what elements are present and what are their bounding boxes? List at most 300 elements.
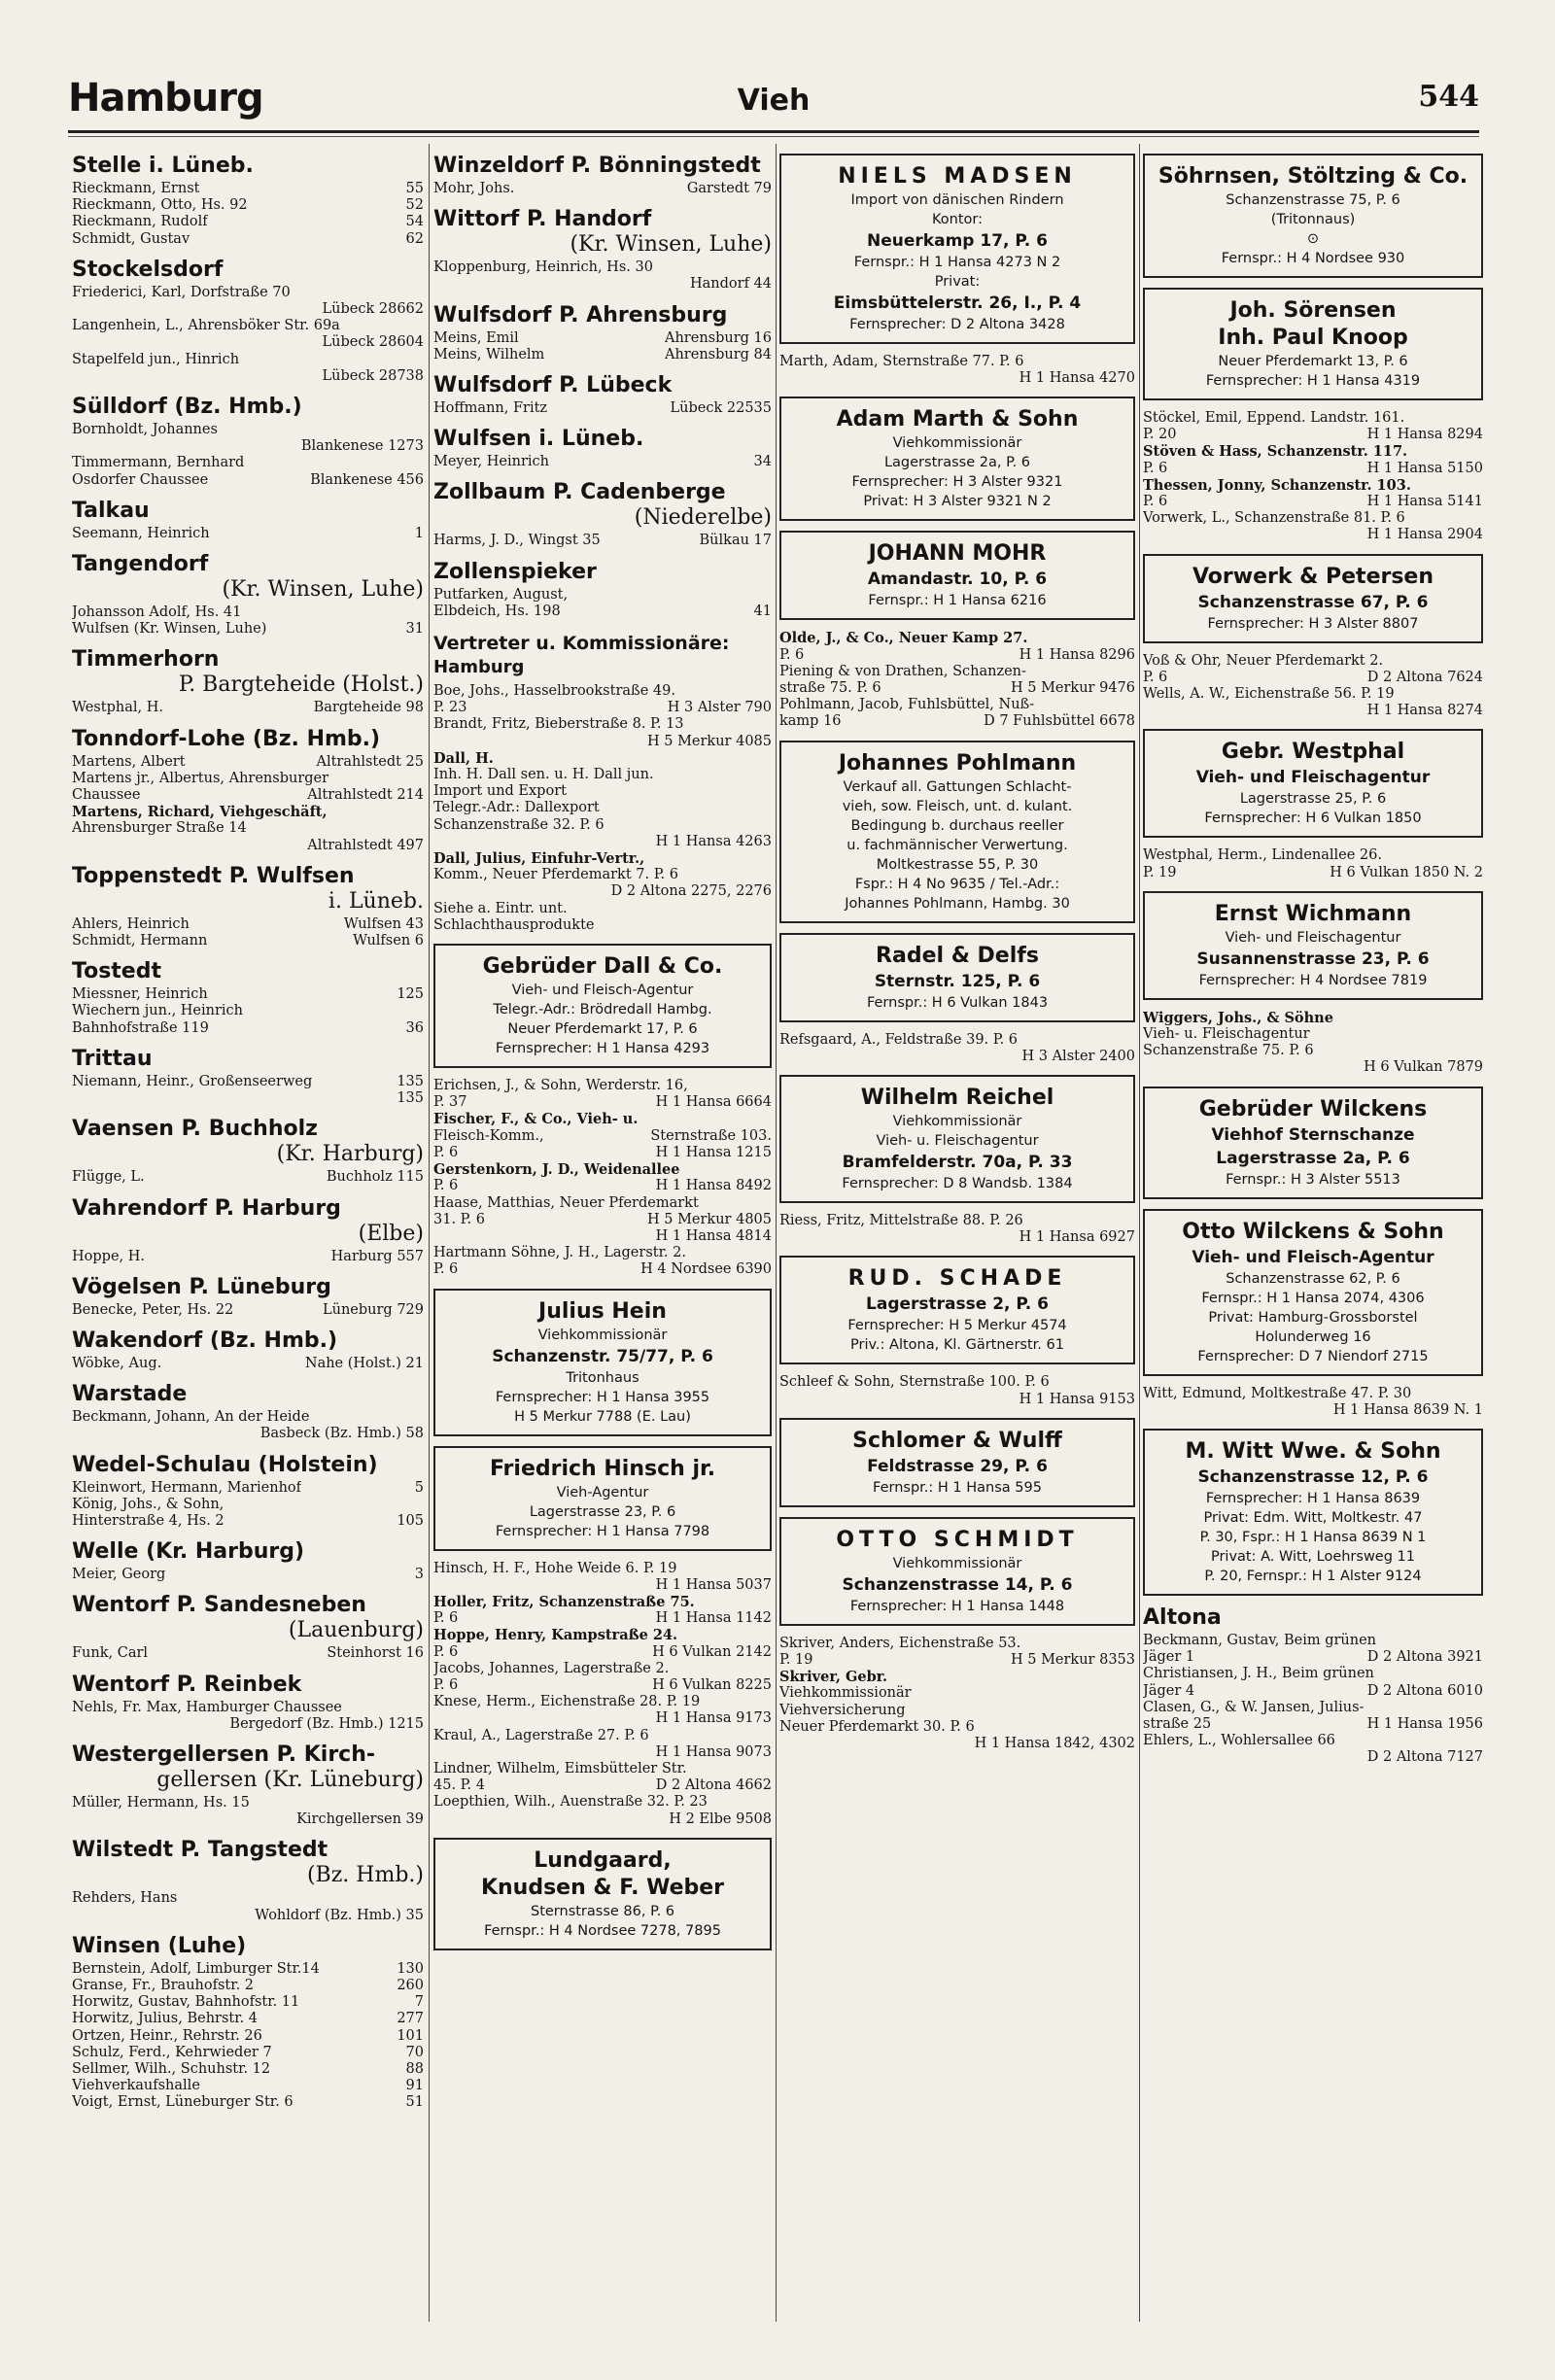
entry-value: Bergedorf (Bz. Hmb.) 1215 <box>229 1715 424 1732</box>
entry-value: H 1 Hansa 9153 <box>1019 1391 1135 1407</box>
directory-entry <box>72 787 424 804</box>
entry-name: Putfarken, August, <box>433 586 569 603</box>
section-heading: Vertreter u. Kommissionäre: <box>433 633 730 655</box>
entry-value: H 6 Vulkan 7879 <box>1364 1059 1483 1076</box>
directory-entry <box>72 771 424 787</box>
directory-entry <box>779 1669 1135 1685</box>
ad-line: Fernsprecher: H 4 Nordsee 7819 <box>1198 972 1428 988</box>
entry-value <box>418 422 424 438</box>
entry-name: Schlachthausprodukte <box>433 916 595 933</box>
entry-value: 5 <box>414 1479 424 1496</box>
entry-name: Niemann, Heinr., Großenseerweg <box>72 1073 313 1089</box>
entry-value <box>1477 1026 1483 1043</box>
entry-name: Kloppenburg, Heinrich, Hs. 30 <box>433 259 653 276</box>
entry-name: straße 25 <box>1143 1716 1212 1733</box>
entry-value: H 1 Hansa 5141 <box>1366 494 1483 510</box>
ad-line: Joh. Sörensen <box>1229 298 1397 323</box>
entry-name: Jäger 1 <box>1143 1649 1195 1666</box>
directory-entry <box>1143 1683 1483 1700</box>
entry-value <box>418 285 424 301</box>
entry-value: Wulfsen 43 <box>343 915 424 932</box>
directory-entry <box>1143 1010 1483 1026</box>
entry-name: Stöckel, Emil, Eppend. Landstr. 161. <box>1143 410 1405 426</box>
entry-value <box>1477 443 1483 460</box>
place-heading-cont: (Kr. Winsen, Luhe) <box>222 577 424 603</box>
place-heading: Wulfsdorf P. Ahrensburg <box>433 302 728 328</box>
entry-value <box>766 767 772 783</box>
directory-entry <box>433 1128 772 1145</box>
entry-name: Martens jr., Albertus, Ahrensburger <box>72 770 329 786</box>
entry-value: Nahe (Holst.) 21 <box>304 1355 424 1371</box>
directory-entry <box>779 713 1135 730</box>
directory-entry <box>1143 1700 1483 1716</box>
ad-line: Inh. Paul Knoop <box>1218 326 1408 350</box>
ad-line: Fernsprecher: H 1 Hansa 7798 <box>495 1523 710 1539</box>
ad-line: Fernspr.: H 6 Vulkan 1843 <box>866 994 1049 1011</box>
entry-value <box>766 259 772 276</box>
entry-value <box>766 901 772 917</box>
directory-entry <box>433 850 772 867</box>
place-heading: Talkau <box>72 498 150 523</box>
ad-line: Fernsprecher: H 1 Hansa 4319 <box>1205 373 1421 389</box>
entry-value: 52 <box>405 197 424 214</box>
directory-entry <box>779 647 1135 664</box>
ad-line: (Tritonnaus) <box>1270 212 1356 227</box>
entry-value: H 1 Hansa 6927 <box>1019 1229 1135 1246</box>
entry-continuation <box>72 334 424 351</box>
entry-name: Gerstenkorn, J. D., Weidenallee <box>433 1161 680 1179</box>
directory-entry <box>433 800 772 816</box>
entry-value <box>766 1561 772 1577</box>
directory-entry <box>779 1032 1135 1049</box>
advertisement-lundgaard <box>433 1838 772 1950</box>
entry-value <box>766 867 772 883</box>
entry-name: Westphal, Herm., Lindenallee 26. <box>1143 847 1382 864</box>
entry-name: P. 6 <box>433 1676 459 1693</box>
directory-entry <box>72 621 424 638</box>
entry-value: H 4 Nordsee 6390 <box>640 1261 772 1278</box>
entry-value <box>1477 1666 1483 1682</box>
entry-value: 1 <box>414 525 424 541</box>
directory-entry <box>433 400 772 417</box>
entry-name: Miessner, Heinrich <box>72 986 208 1003</box>
directory-entry <box>72 1480 424 1497</box>
directory-entry <box>433 1078 772 1094</box>
ad-line: Bedingung b. durchaus reeller <box>850 817 1064 834</box>
directory-entry <box>72 526 424 542</box>
ad-line: Fernspr.: H 4 Nordsee 7278, 7895 <box>484 1922 721 1939</box>
advertisement-schade <box>779 1256 1135 1364</box>
entry-value <box>1129 1032 1135 1049</box>
entry-name: Wiggers, Johs., & Söhne <box>1143 1009 1333 1026</box>
ad-line: JOHANN MOHR <box>868 541 1047 567</box>
column-divider <box>429 144 430 2322</box>
directory-entry <box>433 1794 772 1811</box>
entry-value: Handorf 44 <box>690 276 772 293</box>
entry-name: Komm., Neuer Pferdemarkt 7. P. 6 <box>433 867 678 883</box>
entry-name: Müller, Hermann, Hs. 15 <box>72 1794 250 1811</box>
entry-value: Sternstraße 103. <box>650 1127 772 1144</box>
ad-line: Neuer Pferdemarkt 17, P. 6 <box>507 1021 698 1038</box>
directory-entry <box>72 1994 424 2011</box>
entry-value: H 1 Hansa 4263 <box>655 833 772 849</box>
entry-continuation <box>72 1090 424 1107</box>
entry-value <box>1129 354 1135 370</box>
place-heading: Vaensen P. Buchholz <box>72 1117 318 1142</box>
ad-line: Fernsprecher: H 1 Hansa 3955 <box>495 1389 710 1405</box>
entry-value: H 1 Hansa 1842, 4302 <box>974 1736 1135 1752</box>
entry-value: Buchholz 115 <box>326 1169 424 1186</box>
entry-name: Marth, Adam, Sternstraße 77. P. 6 <box>779 354 1024 369</box>
directory-entry <box>72 820 424 837</box>
entry-name: Rieckmann, Rudolf <box>72 214 208 230</box>
directory-entry <box>433 683 772 700</box>
entry-name: Osdorfer Chaussee <box>72 471 209 488</box>
entry-value: 91 <box>405 2078 424 2094</box>
directory-entry <box>72 1356 424 1372</box>
ad-line: Lagerstrasse 2a, P. 6 <box>883 455 1031 471</box>
ad-line: RUD. SCHADE <box>847 1266 1067 1292</box>
ad-line: ⊙ <box>1306 231 1320 247</box>
advertisement-dall <box>433 944 772 1068</box>
ad-line: Holunderweg 16 <box>1255 1328 1371 1345</box>
entry-value <box>766 587 772 604</box>
entry-value: 101 <box>397 2027 424 2044</box>
place-heading-cont: (Niederelbe) <box>634 505 772 531</box>
directory-entry <box>779 680 1135 697</box>
entry-name: Hoppe, H. <box>72 1248 145 1264</box>
ad-line: P. 20, Fernspr.: H 1 Alster 9124 <box>1204 1569 1422 1585</box>
directory-entry <box>72 986 424 1003</box>
entry-name: Dall, Julius, Einfuhr-Vertr., <box>433 850 645 868</box>
directory-entry <box>779 354 1135 370</box>
entry-continuation <box>72 1908 424 1924</box>
directory-entry <box>433 1161 772 1178</box>
ad-line: Fernsprecher: H 1 Hansa 4293 <box>495 1041 710 1057</box>
directory-entry <box>72 1978 424 1994</box>
place-heading: Wilstedt P. Tangstedt <box>72 1838 328 1863</box>
directory-entry <box>433 750 772 767</box>
entry-name: P. 6 <box>1143 460 1168 476</box>
ad-line: Privat: A. Witt, Loehrsweg 11 <box>1210 1549 1415 1566</box>
ad-line: OTTO SCHMIDT <box>836 1527 1079 1552</box>
entry-value: Blankenese 1273 <box>300 438 424 455</box>
directory-entry <box>72 1961 424 1978</box>
entry-value: 55 <box>405 181 424 196</box>
entry-name: Clasen, G., & W. Jansen, Julius- <box>1143 1699 1365 1715</box>
entry-name: straße 75. P. 6 <box>779 680 881 697</box>
entry-value: H 5 Merkur 4805 <box>646 1211 772 1227</box>
entry-name: Thessen, Jonny, Schanzenstr. 103. <box>1143 476 1411 494</box>
directory-entry <box>779 697 1135 713</box>
entry-value: Ahrensburg 84 <box>665 346 772 362</box>
ad-line: Bramfelderstr. 70a, P. 33 <box>842 1153 1073 1173</box>
advertisement-vorwerk <box>1143 554 1483 643</box>
entry-value: Altrahlstedt 25 <box>316 753 424 770</box>
directory-entry <box>72 197 424 214</box>
ad-line: Import von dänischen Rindern <box>850 192 1064 208</box>
directory-entry <box>72 2045 424 2061</box>
directory-entry <box>72 1795 424 1811</box>
entry-name: Piening & von Drathen, Schanzen- <box>779 663 1026 679</box>
ad-line: Fernsprecher: H 3 Alster 8807 <box>1207 615 1419 632</box>
entry-name: Voigt, Ernst, Lüneburger Str. 6 <box>72 2094 294 2111</box>
entry-value: H 1 Hansa 1142 <box>655 1610 772 1627</box>
entry-value <box>1129 1213 1135 1229</box>
directory-entry <box>433 1677 772 1694</box>
directory-entry <box>433 700 772 716</box>
entry-continuation <box>72 368 424 385</box>
entry-value: Lüneburg 729 <box>322 1301 424 1318</box>
ad-line: Lagerstrasse 2a, P. 6 <box>1216 1148 1410 1168</box>
ad-line: Sternstrasse 86, P. 6 <box>530 1903 675 1919</box>
directory-entry <box>72 1020 424 1037</box>
entry-name: Westphal, H. <box>72 700 163 716</box>
entry-name: Chaussee <box>72 787 141 804</box>
entry-value: 130 <box>397 1960 424 1977</box>
ad-line: Viehkommissionär <box>892 1114 1022 1130</box>
advertisement-owilckens <box>1143 1209 1483 1376</box>
ad-line: Sternstr. 125, P. 6 <box>874 971 1041 991</box>
advertisement-reichel <box>779 1075 1135 1203</box>
directory-entry <box>779 1636 1135 1652</box>
ad-line: Amandastr. 10, P. 6 <box>867 569 1048 590</box>
entry-value <box>418 455 424 471</box>
entry-name: Wells, A. W., Eichenstraße 56. P. 19 <box>1143 686 1395 703</box>
entry-name: 31. P. 6 <box>433 1211 485 1227</box>
entry-name: Beckmann, Johann, An der Heide <box>72 1409 310 1426</box>
entry-name: Sellmer, Wilh., Schuhstr. 12 <box>72 2060 271 2077</box>
entry-name: Boe, Johs., Hasselbrookstraße 49. <box>433 683 675 700</box>
ad-line: Fernsprecher: H 5 Merkur 4574 <box>847 1318 1067 1334</box>
entry-name: P. 6 <box>433 1610 459 1627</box>
directory-entry <box>1143 443 1483 460</box>
entry-name: Viehkommissionär <box>779 1685 912 1702</box>
ad-line: Viehkommissionär <box>892 1555 1022 1571</box>
entry-name: P. 6 <box>433 1178 459 1194</box>
entry-value <box>766 1794 772 1811</box>
entry-continuation <box>72 838 424 854</box>
entry-value: H 1 Hansa 8492 <box>655 1178 772 1194</box>
entry-name: Johansson Adolf, Hs. 41 <box>72 604 242 621</box>
directory-entry <box>72 318 424 334</box>
entry-name: Skriver, Gebr. <box>779 1669 888 1686</box>
entry-name: Lindner, Wilhelm, Eimsbütteler Str. <box>433 1760 687 1776</box>
entry-name: P. 19 <box>779 1652 813 1669</box>
ad-line: Kontor: <box>932 212 983 227</box>
directory-entry <box>433 330 772 347</box>
directory-entry <box>72 604 424 621</box>
ad-line: Fernspr.: H 1 Hansa 4273 N 2 <box>853 255 1061 270</box>
entry-name: Haase, Matthias, Neuer Pferdemarkt <box>433 1194 699 1211</box>
advertisement-hein <box>433 1289 772 1436</box>
entry-name: Vieh- u. Fleischagentur <box>1143 1026 1310 1043</box>
entry-name: Import und Export <box>433 783 567 800</box>
entry-value <box>1129 1719 1135 1736</box>
advertisement-madsen <box>779 154 1135 344</box>
entry-name: Hinsch, H. F., Hohe Weide 6. P. 19 <box>433 1560 677 1576</box>
entry-value: H 1 Hansa 4814 <box>655 1227 772 1244</box>
directory-entry <box>72 1169 424 1186</box>
entry-name: Knese, Herm., Eichenstraße 28. P. 19 <box>433 1694 701 1710</box>
entry-value <box>766 1111 772 1127</box>
entry-value: 34 <box>753 454 772 470</box>
directory-entry <box>1143 686 1483 703</box>
ad-line: Viehkommissionär <box>537 1327 668 1343</box>
ad-line: Schanzenstrasse 75, P. 6 <box>1226 192 1400 208</box>
entry-name: Schmidt, Hermann <box>72 933 208 949</box>
entry-value <box>1129 1685 1135 1702</box>
entry-name: Granse, Fr., Brauhofstr. 2 <box>72 1977 255 1993</box>
place-heading: Altona <box>1143 1605 1222 1631</box>
entry-name: Seemann, Heinrich <box>72 525 210 541</box>
directory-entry <box>1143 847 1483 864</box>
entry-value <box>766 1078 772 1094</box>
entry-value: Lübeck 28662 <box>322 301 424 318</box>
ad-line: Julius Hein <box>538 1298 667 1324</box>
ad-line: Neuer Pferdemarkt 13, P. 6 <box>1218 354 1408 369</box>
entry-name: Hinterstraße 4, Hs. 2 <box>72 1512 225 1529</box>
entry-value: Wulfsen 6 <box>353 933 424 949</box>
entry-name: Dall, H. <box>433 749 494 767</box>
ad-line: Privat: <box>934 274 981 290</box>
entry-name: Stapelfeld jun., Hinrich <box>72 351 240 367</box>
entry-name: Mohr, Johs. <box>433 181 515 196</box>
place-heading: Stockelsdorf <box>72 257 224 282</box>
entry-name: Neuer Pferdemarkt 30. P. 6 <box>779 1718 975 1735</box>
ad-line: Friedrich Hinsch jr. <box>489 1456 716 1481</box>
entry-name: Bernstein, Adolf, Limburger Str.14 <box>72 1960 320 1977</box>
ad-line: Fernspr.: H 1 Hansa 595 <box>873 1479 1042 1496</box>
directory-entry <box>1143 494 1483 510</box>
entry-value: 36 <box>405 1019 424 1036</box>
column-divider <box>776 144 777 2322</box>
place-heading: Sülldorf (Bz. Hmb.) <box>72 395 302 420</box>
entry-name: kamp 16 <box>779 713 842 730</box>
directory-entry <box>72 933 424 949</box>
ad-line: Gebrüder Dall & Co. <box>482 954 723 980</box>
entry-value <box>1477 410 1483 427</box>
place-heading: Trittau <box>72 1046 153 1071</box>
entry-name: Rehders, Hans <box>72 1890 178 1907</box>
entry-value: Bargteheide 98 <box>313 700 424 716</box>
entry-value <box>418 1795 424 1811</box>
place-heading: Wedel-Schulau (Holstein) <box>72 1452 378 1477</box>
directory-entry <box>1143 865 1483 881</box>
directory-entry <box>72 2028 424 2045</box>
place-heading: Zollenspieker <box>433 559 597 584</box>
place-heading: Wakendorf (Bz. Hmb.) <box>72 1328 338 1353</box>
place-heading: Wittorf P. Handorf <box>433 207 652 232</box>
entry-name: P. 37 <box>433 1094 467 1111</box>
directory-entry <box>1143 670 1483 686</box>
place-heading-cont: (Elbe) <box>358 1221 424 1246</box>
entry-name: P. 6 <box>1143 494 1168 510</box>
place-heading-cont: (Bz. Hmb.) <box>306 1863 424 1888</box>
entry-value: Lübeck 22535 <box>670 400 772 417</box>
entry-continuation <box>72 1716 424 1733</box>
entry-continuation <box>433 1811 772 1828</box>
directory-entry <box>72 285 424 301</box>
entry-value: D 2 Altona 4662 <box>655 1777 772 1794</box>
entry-name: Skriver, Anders, Eichenstraße 53. <box>779 1635 1021 1651</box>
directory-entry <box>779 1652 1135 1669</box>
entry-name: Hoppe, Henry, Kampstraße 24. <box>433 1627 678 1644</box>
directory-entry <box>433 347 772 363</box>
directory-entry <box>72 2061 424 2078</box>
entry-value: 135 <box>397 1090 424 1107</box>
directory-entry <box>779 1213 1135 1229</box>
advertisement-wilckens <box>1143 1087 1483 1199</box>
directory-entry <box>1143 1633 1483 1649</box>
directory-entry <box>779 630 1135 646</box>
entry-name: Pohlmann, Jacob, Fuhlsbüttel, Nuß- <box>779 697 1035 713</box>
entry-value: 105 <box>397 1512 424 1529</box>
ad-line: P. 30, Fspr.: H 1 Hansa 8639 N 1 <box>1199 1530 1427 1546</box>
entry-continuation <box>779 1049 1135 1065</box>
entry-value: 125 <box>397 986 424 1003</box>
entry-value: 54 <box>405 214 424 230</box>
column-2 <box>433 144 772 2322</box>
entry-value <box>766 1161 772 1178</box>
entry-continuation <box>779 1229 1135 1246</box>
directory-entry <box>433 901 772 917</box>
ad-line: Schanzenstrasse 67, P. 6 <box>1197 592 1429 612</box>
ad-line: Fernsprecher: H 1 Hansa 1448 <box>849 1598 1065 1614</box>
place-heading: Toppenstedt P. Wulfsen <box>72 863 355 888</box>
directory-entry <box>72 2094 424 2111</box>
directory-entry <box>433 1644 772 1661</box>
entry-value: H 5 Merkur 4085 <box>646 733 772 749</box>
entry-value: H 6 Vulkan 2142 <box>652 1643 772 1660</box>
ad-line: Fernsprecher: D 2 Altona 3428 <box>849 317 1065 332</box>
directory-entry <box>72 916 424 933</box>
entry-value: Harburg 557 <box>330 1248 424 1264</box>
ad-line: u. fachmännischer Verwertung. <box>847 837 1068 853</box>
entry-value <box>766 1245 772 1261</box>
directory-entry <box>779 1685 1135 1702</box>
entry-value <box>766 800 772 816</box>
entry-name: Martens, Albert <box>72 753 186 770</box>
directory-entry <box>72 754 424 771</box>
ad-line: Vieh- und Fleischagentur <box>1225 929 1401 946</box>
entry-continuation <box>1143 1059 1483 1076</box>
directory-entry <box>1143 1666 1483 1682</box>
entry-value: Kirchgellersen 39 <box>296 1811 424 1828</box>
entry-name: Horwitz, Julius, Behrstr. 4 <box>72 2011 259 2027</box>
entry-value <box>766 1761 772 1777</box>
entry-continuation <box>1143 527 1483 543</box>
entry-name: Horwitz, Gustav, Bahnhofstr. 11 <box>72 1994 300 2011</box>
place-heading-cont: (Lauenburg) <box>288 1618 424 1643</box>
place-heading: Zollbaum P. Cadenberge <box>433 480 726 505</box>
ad-line: Lagerstrasse 25, P. 6 <box>1239 791 1387 808</box>
entry-name: Kleinwort, Hermann, Marienhof <box>72 1479 302 1496</box>
entry-continuation <box>433 1710 772 1727</box>
ad-line: Vorwerk & Petersen <box>1192 564 1434 589</box>
entry-name: Holler, Fritz, Schanzenstraße 75. <box>433 1593 695 1610</box>
entry-value <box>1129 1703 1135 1719</box>
column-4 <box>1143 144 1483 2322</box>
directory-entry <box>72 1003 424 1019</box>
entry-name: Funk, Carl <box>72 1645 149 1662</box>
entry-value: H 6 Vulkan 1850 N. 2 <box>1330 864 1483 880</box>
directory-entry <box>72 352 424 368</box>
entry-name: P. 6 <box>433 1261 459 1278</box>
section-subheading: Hamburg <box>433 657 525 678</box>
directory-entry <box>433 917 772 934</box>
ad-line: Otto Wilckens & Sohn <box>1182 1219 1444 1244</box>
